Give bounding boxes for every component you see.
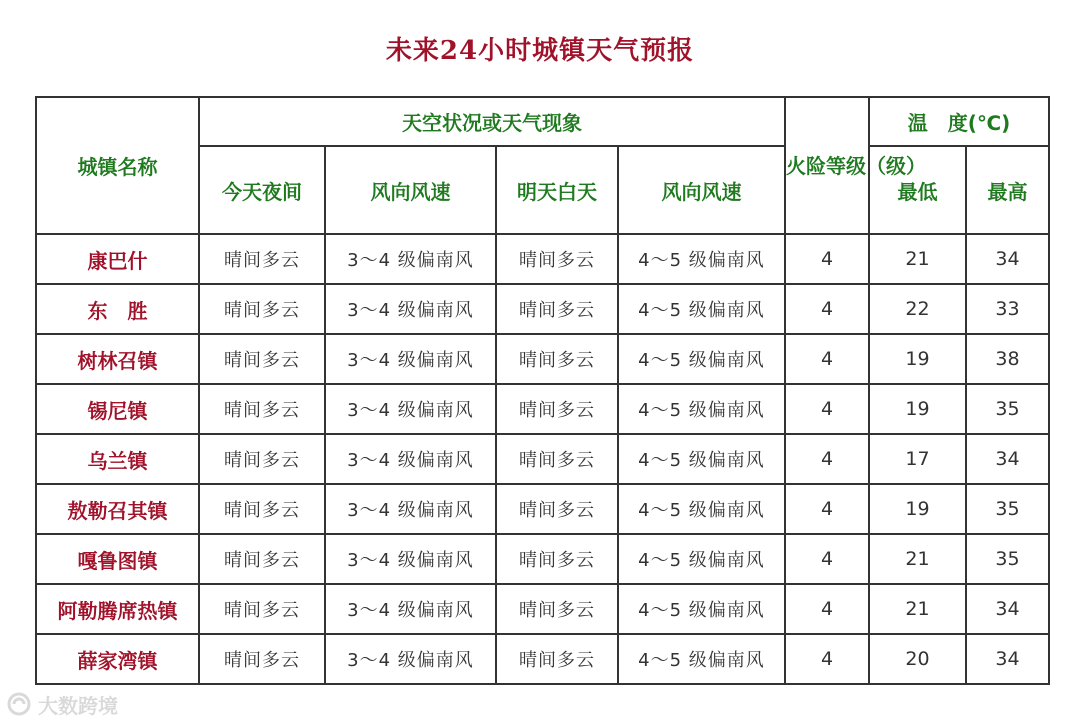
table-row — [36, 534, 1049, 584]
table-row — [36, 334, 1049, 384]
cell-tomorrow-wind: 4～5 级偏南风 — [618, 434, 785, 484]
cell-temp-max: 33 — [966, 284, 1049, 334]
cell-tomorrow-wind: 4～5 级偏南风 — [618, 384, 785, 434]
cell-fire-level: 4 — [785, 234, 869, 284]
cell-tomorrow-weather: 晴间多云 — [496, 234, 618, 284]
cell-temp-min: 21 — [869, 234, 966, 284]
cell-tomorrow-wind: 4～5 级偏南风 — [618, 234, 785, 284]
cell-tomorrow-weather: 晴间多云 — [496, 284, 618, 334]
cell-temp-max: 34 — [966, 234, 1049, 284]
cell-town: 乌兰镇 — [36, 434, 199, 484]
cell-temp-max: 35 — [966, 534, 1049, 584]
logo-icon — [6, 691, 32, 717]
table-row — [36, 584, 1049, 634]
table-row — [36, 384, 1049, 434]
cell-tomorrow-weather: 晴间多云 — [496, 584, 618, 634]
cell-tomorrow-weather: 晴间多云 — [496, 534, 618, 584]
cell-temp-min: 21 — [869, 584, 966, 634]
header-tonight: 今天夜间 — [199, 146, 325, 234]
cell-town: 东 胜 — [36, 284, 199, 334]
cell-tomorrow-weather: 晴间多云 — [496, 434, 618, 484]
cell-tomorrow-weather: 晴间多云 — [496, 384, 618, 434]
cell-town: 嘎鲁图镇 — [36, 534, 199, 584]
cell-temp-max: 38 — [966, 334, 1049, 384]
header-temp-group: 温 度(℃) — [869, 97, 1049, 146]
header-temp-min: 最低 — [869, 146, 966, 234]
header-temp-max: 最高 — [966, 146, 1049, 234]
header-town: 城镇名称 — [36, 97, 199, 234]
cell-temp-min: 22 — [869, 284, 966, 334]
cell-tonight-wind: 3～4 级偏南风 — [325, 234, 496, 284]
cell-temp-min: 21 — [869, 534, 966, 584]
cell-tomorrow-wind: 4～5 级偏南风 — [618, 584, 785, 634]
forecast-table — [35, 96, 1050, 685]
cell-tomorrow-weather: 晴间多云 — [496, 334, 618, 384]
cell-tonight-weather: 晴间多云 — [199, 534, 325, 584]
cell-tonight-wind: 3～4 级偏南风 — [325, 584, 496, 634]
cell-temp-min: 19 — [869, 334, 966, 384]
cell-town: 敖勒召其镇 — [36, 484, 199, 534]
cell-tonight-wind: 3～4 级偏南风 — [325, 334, 496, 384]
cell-temp-min: 19 — [869, 384, 966, 434]
table-row — [36, 284, 1049, 334]
cell-temp-max: 35 — [966, 384, 1049, 434]
cell-tonight-wind: 3～4 级偏南风 — [325, 434, 496, 484]
watermark — [6, 690, 118, 718]
cell-tomorrow-wind: 4～5 级偏南风 — [618, 334, 785, 384]
cell-tonight-weather: 晴间多云 — [199, 634, 325, 684]
table-row — [36, 484, 1049, 534]
table-row — [36, 634, 1049, 684]
cell-fire-level: 4 — [785, 334, 869, 384]
cell-tomorrow-weather: 晴间多云 — [496, 484, 618, 534]
cell-tonight-wind: 3～4 级偏南风 — [325, 284, 496, 334]
header-wind-tonight: 风向风速 — [325, 146, 496, 234]
cell-tomorrow-wind: 4～5 级偏南风 — [618, 284, 785, 334]
cell-temp-max: 34 — [966, 584, 1049, 634]
table-header — [36, 97, 1049, 234]
cell-tonight-weather: 晴间多云 — [199, 284, 325, 334]
cell-tomorrow-weather: 晴间多云 — [496, 634, 618, 684]
cell-fire-level: 4 — [785, 384, 869, 434]
cell-town: 阿勒腾席热镇 — [36, 584, 199, 634]
cell-fire-level: 4 — [785, 284, 869, 334]
cell-tonight-weather: 晴间多云 — [199, 434, 325, 484]
cell-fire-level: 4 — [785, 434, 869, 484]
table-row — [36, 234, 1049, 284]
cell-temp-min: 17 — [869, 434, 966, 484]
cell-fire-level: 4 — [785, 484, 869, 534]
cell-tonight-wind: 3～4 级偏南风 — [325, 384, 496, 434]
cell-tonight-weather: 晴间多云 — [199, 584, 325, 634]
cell-tomorrow-wind: 4～5 级偏南风 — [618, 484, 785, 534]
header-tomorrow-day: 明天白天 — [496, 146, 618, 234]
cell-tonight-wind: 3～4 级偏南风 — [325, 484, 496, 534]
cell-temp-min: 19 — [869, 484, 966, 534]
cell-tonight-weather: 晴间多云 — [199, 234, 325, 284]
cell-tonight-weather: 晴间多云 — [199, 334, 325, 384]
cell-tonight-weather: 晴间多云 — [199, 484, 325, 534]
cell-tonight-weather: 晴间多云 — [199, 384, 325, 434]
cell-temp-min: 20 — [869, 634, 966, 684]
cell-fire-level: 4 — [785, 534, 869, 584]
cell-fire-level: 4 — [785, 634, 869, 684]
cell-tomorrow-wind: 4～5 级偏南风 — [618, 534, 785, 584]
cell-town: 薛家湾镇 — [36, 634, 199, 684]
cell-town: 树林召镇 — [36, 334, 199, 384]
cell-temp-max: 34 — [966, 434, 1049, 484]
cell-fire-level: 4 — [785, 584, 869, 634]
header-fire-level: 火险等级（级） — [785, 97, 869, 234]
table-row — [36, 434, 1049, 484]
header-sky-group: 天空状况或天气现象 — [199, 97, 785, 146]
cell-town: 锡尼镇 — [36, 384, 199, 434]
header-wind-tomorrow: 风向风速 — [618, 146, 785, 234]
cell-tomorrow-wind: 4～5 级偏南风 — [618, 634, 785, 684]
cell-tonight-wind: 3～4 级偏南风 — [325, 634, 496, 684]
cell-temp-max: 34 — [966, 634, 1049, 684]
watermark-text: 大数跨境 — [38, 693, 118, 718]
table-body — [36, 234, 1049, 684]
cell-tonight-wind: 3～4 级偏南风 — [325, 534, 496, 584]
page-title: 未来24小时城镇天气预报 — [385, 36, 695, 66]
cell-temp-max: 35 — [966, 484, 1049, 534]
cell-town: 康巴什 — [36, 234, 199, 284]
